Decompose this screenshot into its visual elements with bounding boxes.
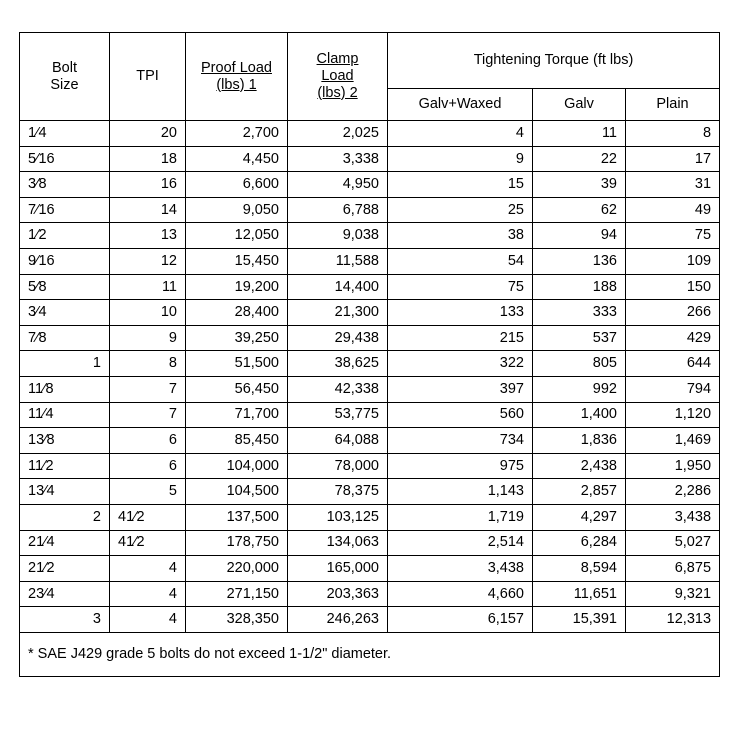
cell-clamp-load: 21,300	[288, 300, 388, 326]
cell-galv-waxed: 734	[388, 428, 533, 454]
table-row	[20, 223, 720, 249]
cell-bolt-size: 13⁄4	[20, 479, 110, 505]
cell-galv-waxed: 1,719	[388, 504, 533, 530]
cell-tpi: 4	[110, 581, 186, 607]
cell-galv: 2,857	[533, 479, 626, 505]
cell-galv-waxed: 15	[388, 172, 533, 198]
cell-galv: 11	[533, 121, 626, 147]
cell-plain: 8	[626, 121, 720, 147]
cell-galv-waxed: 397	[388, 376, 533, 402]
column-header-clamp-load	[288, 33, 388, 121]
cell-tpi: 18	[110, 146, 186, 172]
cell-bolt-size: 1⁄2	[20, 223, 110, 249]
cell-clamp-load: 3,338	[288, 146, 388, 172]
cell-bolt-size: 11⁄2	[20, 453, 110, 479]
cell-tpi: 12	[110, 248, 186, 274]
cell-galv-waxed: 215	[388, 325, 533, 351]
column-header-tightening-torque: Tightening Torque (ft lbs)	[388, 33, 720, 89]
table-footer	[20, 632, 720, 676]
cell-clamp-load: 78,375	[288, 479, 388, 505]
cell-tpi: 6	[110, 453, 186, 479]
cell-galv-waxed: 1,143	[388, 479, 533, 505]
cell-galv-waxed: 6,157	[388, 607, 533, 633]
cell-galv: 11,651	[533, 581, 626, 607]
cell-plain: 49	[626, 197, 720, 223]
cell-galv: 6,284	[533, 530, 626, 556]
cell-galv: 22	[533, 146, 626, 172]
table-row	[20, 504, 720, 530]
cell-clamp-load: 38,625	[288, 351, 388, 377]
cell-bolt-size: 11⁄8	[20, 376, 110, 402]
cell-galv: 62	[533, 197, 626, 223]
cell-tpi: 7	[110, 376, 186, 402]
cell-clamp-load: 29,438	[288, 325, 388, 351]
table-row	[20, 607, 720, 633]
cell-bolt-size: 1	[20, 351, 110, 377]
cell-proof-load: 328,350	[186, 607, 288, 633]
cell-bolt-size: 23⁄4	[20, 581, 110, 607]
cell-proof-load: 71,700	[186, 402, 288, 428]
cell-tpi: 13	[110, 223, 186, 249]
cell-plain: 9,321	[626, 581, 720, 607]
table-row	[20, 453, 720, 479]
bolt-size-label-line1: Bolt	[52, 59, 77, 76]
cell-plain: 31	[626, 172, 720, 198]
cell-proof-load: 9,050	[186, 197, 288, 223]
cell-clamp-load: 6,788	[288, 197, 388, 223]
cell-plain: 150	[626, 274, 720, 300]
cell-tpi: 4	[110, 607, 186, 633]
cell-galv-waxed: 3,438	[388, 556, 533, 582]
column-header-galv: Galv	[533, 89, 626, 121]
cell-tpi: 10	[110, 300, 186, 326]
cell-galv: 333	[533, 300, 626, 326]
cell-galv: 805	[533, 351, 626, 377]
cell-plain: 12,313	[626, 607, 720, 633]
cell-bolt-size: 7⁄8	[20, 325, 110, 351]
cell-bolt-size: 11⁄4	[20, 402, 110, 428]
cell-tpi: 8	[110, 351, 186, 377]
cell-clamp-load: 14,400	[288, 274, 388, 300]
table-row	[20, 556, 720, 582]
cell-clamp-load: 42,338	[288, 376, 388, 402]
cell-clamp-load: 2,025	[288, 121, 388, 147]
table-row	[20, 351, 720, 377]
cell-galv-waxed: 322	[388, 351, 533, 377]
cell-plain: 266	[626, 300, 720, 326]
cell-tpi: 16	[110, 172, 186, 198]
cell-galv-waxed: 4,660	[388, 581, 533, 607]
cell-galv: 136	[533, 248, 626, 274]
cell-tpi: 4	[110, 556, 186, 582]
column-header-plain: Plain	[626, 89, 720, 121]
cell-tpi: 41⁄2	[110, 530, 186, 556]
cell-clamp-load: 203,363	[288, 581, 388, 607]
cell-bolt-size: 5⁄8	[20, 274, 110, 300]
cell-galv-waxed: 54	[388, 248, 533, 274]
cell-proof-load: 15,450	[186, 248, 288, 274]
cell-plain: 1,469	[626, 428, 720, 454]
cell-galv: 992	[533, 376, 626, 402]
cell-clamp-load: 78,000	[288, 453, 388, 479]
table-row	[20, 479, 720, 505]
cell-tpi: 7	[110, 402, 186, 428]
cell-galv-waxed: 560	[388, 402, 533, 428]
table-row	[20, 146, 720, 172]
table-row	[20, 300, 720, 326]
cell-proof-load: 39,250	[186, 325, 288, 351]
cell-galv: 15,391	[533, 607, 626, 633]
cell-plain: 3,438	[626, 504, 720, 530]
table-row	[20, 376, 720, 402]
table-row	[20, 581, 720, 607]
table-row	[20, 325, 720, 351]
bolt-torque-table-container	[19, 32, 719, 677]
table-row	[20, 428, 720, 454]
cell-clamp-load: 246,263	[288, 607, 388, 633]
clamp-load-label-line2: Load	[321, 68, 354, 85]
table-row	[20, 530, 720, 556]
cell-plain: 644	[626, 351, 720, 377]
cell-bolt-size: 3⁄8	[20, 172, 110, 198]
cell-proof-load: 104,500	[186, 479, 288, 505]
cell-galv-waxed: 975	[388, 453, 533, 479]
cell-galv-waxed: 25	[388, 197, 533, 223]
table-body	[20, 121, 720, 633]
cell-proof-load: 56,450	[186, 376, 288, 402]
cell-tpi: 11	[110, 274, 186, 300]
cell-galv: 4,297	[533, 504, 626, 530]
cell-bolt-size: 21⁄2	[20, 556, 110, 582]
cell-proof-load: 104,000	[186, 453, 288, 479]
cell-plain: 6,875	[626, 556, 720, 582]
cell-tpi: 14	[110, 197, 186, 223]
cell-proof-load: 137,500	[186, 504, 288, 530]
cell-proof-load: 51,500	[186, 351, 288, 377]
cell-galv-waxed: 4	[388, 121, 533, 147]
table-row	[20, 172, 720, 198]
cell-plain: 17	[626, 146, 720, 172]
cell-clamp-load: 64,088	[288, 428, 388, 454]
cell-proof-load: 271,150	[186, 581, 288, 607]
cell-galv: 188	[533, 274, 626, 300]
cell-proof-load: 220,000	[186, 556, 288, 582]
cell-tpi: 6	[110, 428, 186, 454]
cell-bolt-size: 3⁄4	[20, 300, 110, 326]
cell-galv-waxed: 75	[388, 274, 533, 300]
cell-plain: 2,286	[626, 479, 720, 505]
column-header-galv-waxed: Galv+Waxed	[388, 89, 533, 121]
cell-bolt-size: 21⁄4	[20, 530, 110, 556]
footnote-row	[20, 632, 720, 676]
cell-bolt-size: 5⁄16	[20, 146, 110, 172]
cell-galv-waxed: 9	[388, 146, 533, 172]
table-row	[20, 402, 720, 428]
cell-bolt-size: 1⁄4	[20, 121, 110, 147]
cell-proof-load: 178,750	[186, 530, 288, 556]
cell-proof-load: 12,050	[186, 223, 288, 249]
cell-galv: 1,836	[533, 428, 626, 454]
cell-proof-load: 6,600	[186, 172, 288, 198]
cell-plain: 794	[626, 376, 720, 402]
table-row	[20, 248, 720, 274]
cell-proof-load: 28,400	[186, 300, 288, 326]
cell-plain: 429	[626, 325, 720, 351]
cell-proof-load: 85,450	[186, 428, 288, 454]
cell-galv: 8,594	[533, 556, 626, 582]
cell-plain: 109	[626, 248, 720, 274]
cell-bolt-size: 3	[20, 607, 110, 633]
cell-plain: 75	[626, 223, 720, 249]
cell-galv: 39	[533, 172, 626, 198]
table-header	[20, 33, 720, 121]
bolt-torque-table	[19, 32, 720, 677]
footnote-text: * SAE J429 grade 5 bolts do not exceed 1-1/2" diameter.	[20, 632, 720, 676]
cell-proof-load: 2,700	[186, 121, 288, 147]
header-row-primary	[20, 33, 720, 89]
column-header-bolt-size	[20, 33, 110, 121]
table-row	[20, 197, 720, 223]
cell-tpi: 9	[110, 325, 186, 351]
table-row	[20, 274, 720, 300]
cell-clamp-load: 4,950	[288, 172, 388, 198]
cell-tpi: 20	[110, 121, 186, 147]
clamp-load-label-line1: Clamp	[316, 51, 359, 68]
cell-plain: 5,027	[626, 530, 720, 556]
cell-galv: 94	[533, 223, 626, 249]
clamp-load-label-line3: (lbs) 2	[317, 84, 358, 101]
cell-proof-load: 4,450	[186, 146, 288, 172]
cell-galv-waxed: 38	[388, 223, 533, 249]
cell-plain: 1,120	[626, 402, 720, 428]
cell-bolt-size: 9⁄16	[20, 248, 110, 274]
cell-clamp-load: 103,125	[288, 504, 388, 530]
column-header-tpi: TPI	[110, 33, 186, 121]
cell-galv-waxed: 133	[388, 300, 533, 326]
cell-bolt-size: 13⁄8	[20, 428, 110, 454]
cell-galv: 2,438	[533, 453, 626, 479]
cell-clamp-load: 53,775	[288, 402, 388, 428]
cell-bolt-size: 2	[20, 504, 110, 530]
cell-galv: 537	[533, 325, 626, 351]
cell-clamp-load: 11,588	[288, 248, 388, 274]
cell-plain: 1,950	[626, 453, 720, 479]
cell-clamp-load: 134,063	[288, 530, 388, 556]
cell-galv: 1,400	[533, 402, 626, 428]
cell-bolt-size: 7⁄16	[20, 197, 110, 223]
cell-proof-load: 19,200	[186, 274, 288, 300]
proof-load-label-line2: (lbs) 1	[216, 76, 257, 93]
cell-clamp-load: 165,000	[288, 556, 388, 582]
cell-galv-waxed: 2,514	[388, 530, 533, 556]
proof-load-label-line1: Proof Load	[201, 59, 272, 76]
cell-tpi: 5	[110, 479, 186, 505]
column-header-proof-load	[186, 33, 288, 121]
cell-clamp-load: 9,038	[288, 223, 388, 249]
table-row	[20, 121, 720, 147]
cell-tpi: 41⁄2	[110, 504, 186, 530]
bolt-size-label-line2: Size	[50, 76, 79, 93]
